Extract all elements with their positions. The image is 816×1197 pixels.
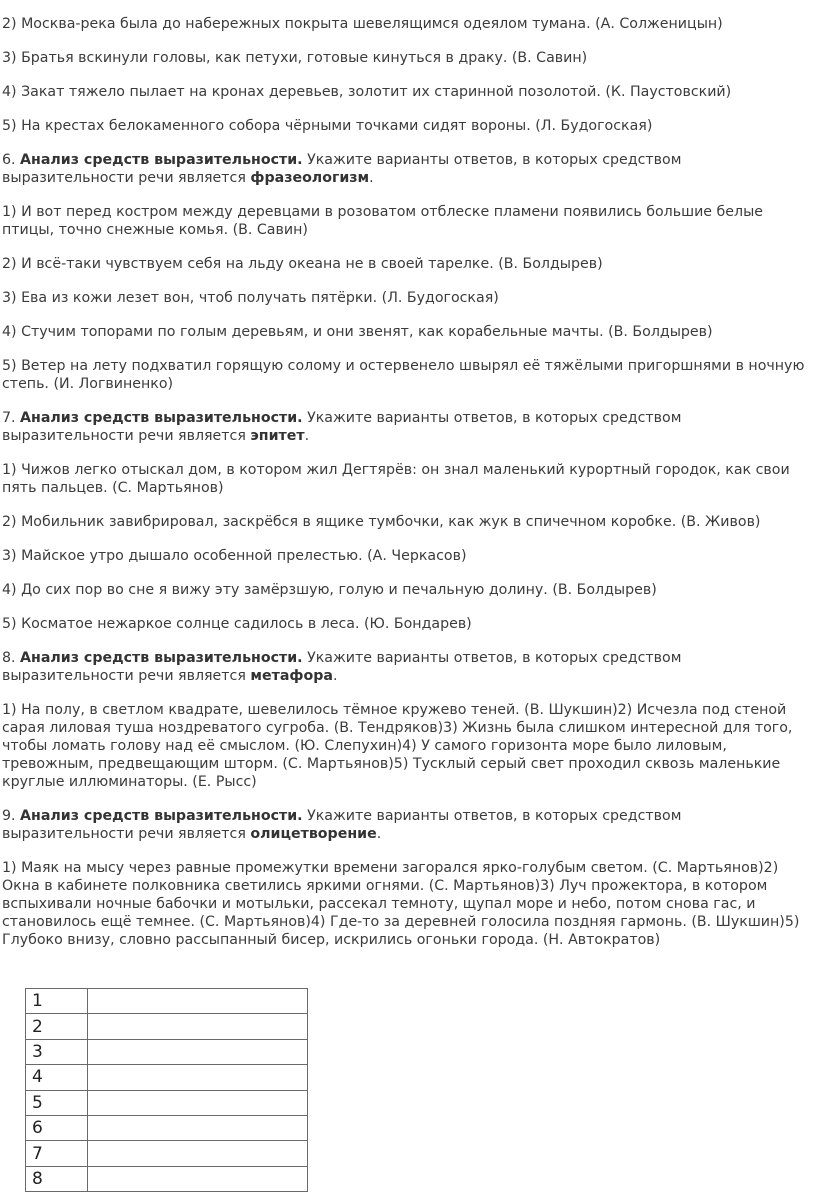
task-9-options: 1) Маяк на мысу через равные промежутки времени загорался ярко-голубым светом. (С. Мартьянов)2) Окна в кабинете полковника светились яркими огнями. (С. Мартьянов)3) Луч прожектора, в котором вспыхивали ночные бабочки и мотыльки, рассекал темноту, щупал море и небо, потом снова гас, и становилось ещё темнее. (С. Мартьянов)4) Где-то за деревней голосила поздняя гармонь. (В. Шукшин)5) Глубоко внизу, словно рассыпанный бисер, искрились огоньки города. (Н. Автократов): [2, 860, 800, 948]
table-row: [26, 1065, 308, 1090]
task-number: 9.: [2, 808, 21, 824]
task-instruction: Укажите варианты ответов, в которых средством выразительности речи является: [2, 410, 682, 444]
task-8-options: 1) На полу, в светлом квадрате, шевелилось тёмное кружево теней. (В. Шукшин)2) Исчезла под стеной сарая лиловая туша ноздреватого сугроба. (В. Тендряков)3) Жизнь была слишком интересной для того, чтобы ломать голову над её смыслом. (Ю. Слепухин)4) У самого горизонта море было лиловым, тревожным, предвещающим шторм. (С. Мартьянов)5) Тусклый серый свет проходил сквозь маленькие круглые иллюминаторы. (Е. Рысс): [2, 702, 793, 790]
task-instruction: Укажите варианты ответов, в которых средством выразительности речи является: [2, 152, 682, 186]
row-number: 7: [26, 1141, 88, 1166]
list-item: 4) Стучим топорами по голым деревьям, и они звенят, как корабельные мачты. (В. Болдырев): [2, 324, 713, 340]
row-number: 1: [26, 989, 88, 1014]
list-item: 2) Москва-река была до набережных покрыта шевелящимся одеялом тумана. (А. Солженицын): [2, 16, 723, 32]
answer-table: [25, 988, 308, 1192]
task-term: эпитет: [250, 428, 305, 444]
answer-cell[interactable]: [88, 1166, 308, 1191]
task-8-heading: [2, 649, 814, 685]
answer-cell[interactable]: [88, 1039, 308, 1064]
task-title: Анализ средств выразительности.: [20, 152, 303, 168]
table-row: [26, 1014, 308, 1039]
task-6-heading: [2, 151, 814, 187]
answer-cell[interactable]: [88, 1115, 308, 1140]
task-term: олицетворение: [250, 826, 377, 842]
table-row: [26, 1141, 308, 1166]
row-number: 8: [26, 1166, 88, 1191]
list-item: 4) Закат тяжело пылает на кронах деревьев, золотит их старинной позолотой. (К. Паустовский): [2, 84, 732, 100]
table-row: [26, 1166, 308, 1191]
list-item: 5) Ветер на лету подхватил горящую солому и остервенело швырял её тяжёлыми пригоршнями в ночную степь. (И. Логвиненко): [2, 358, 805, 392]
task-instruction: Укажите варианты ответов, в которых средством выразительности речи является: [2, 650, 682, 684]
task-number: 6.: [2, 152, 21, 168]
list-item: 3) Майское утро дышало особенной прелестью. (А. Черкасов): [2, 548, 467, 564]
task-9-heading: [2, 807, 814, 843]
list-item: 5) На крестах белокаменного собора чёрными точками сидят вороны. (Л. Будогоская): [2, 118, 653, 134]
answer-cell[interactable]: [88, 1090, 308, 1115]
table-row: [26, 989, 308, 1014]
task-term: фразеологизм: [250, 170, 370, 186]
task-title: Анализ средств выразительности.: [20, 650, 303, 666]
list-item: 4) До сих пор во сне я вижу эту замёрзшую, голую и печальную долину. (В. Болдырев): [2, 582, 657, 598]
task-end: .: [332, 668, 338, 684]
list-item: 5) Косматое нежаркое солнце садилось в леса. (Ю. Бондарев): [2, 616, 472, 632]
row-number: 6: [26, 1115, 88, 1140]
list-item: 2) И всё-таки чувствуем себя на льду океана не в своей тарелке. (В. Болдырев): [2, 256, 603, 272]
task-title: Анализ средств выразительности.: [20, 808, 303, 824]
row-number: 5: [26, 1090, 88, 1115]
task-title: Анализ средств выразительности.: [20, 410, 303, 426]
row-number: 2: [26, 1014, 88, 1039]
task-instruction: Укажите варианты ответов, в которых средством выразительности речи является: [2, 808, 682, 842]
task-end: .: [376, 826, 382, 842]
answer-cell[interactable]: [88, 1014, 308, 1039]
answer-cell[interactable]: [88, 989, 308, 1014]
list-item: 2) Мобильник завибрировал, заскрёбся в ящике тумбочки, как жук в спичечном коробке. (В. Живов): [2, 514, 761, 530]
task-number: 7.: [2, 410, 21, 426]
list-item: 1) И вот перед костром между деревцами в розоватом отблеске пламени появились большие белые птицы, точно снежные комья. (В. Савин): [2, 204, 764, 238]
answer-cell[interactable]: [88, 1065, 308, 1090]
list-item: 1) Чижов легко отыскал дом, в котором жил Дегтярёв: он знал маленький курортный городок, как свои пять пальцев. (С. Мартьянов): [2, 462, 790, 496]
list-item: 3) Братья вскинули головы, как петухи, готовые кинуться в драку. (В. Савин): [2, 50, 588, 66]
row-number: 3: [26, 1039, 88, 1064]
task-end: .: [369, 170, 374, 186]
table-row: [26, 1090, 308, 1115]
row-number: 4: [26, 1065, 88, 1090]
task-number: 8.: [2, 650, 21, 666]
task-term: метафора: [250, 668, 333, 684]
task-7-heading: [2, 409, 814, 445]
table-row: [26, 1115, 308, 1140]
list-item: 3) Ева из кожи лезет вон, чтоб получать пятёрки. (Л. Будогоская): [2, 290, 499, 306]
table-row: [26, 1039, 308, 1064]
task-end: .: [304, 428, 310, 444]
answer-cell[interactable]: [88, 1141, 308, 1166]
